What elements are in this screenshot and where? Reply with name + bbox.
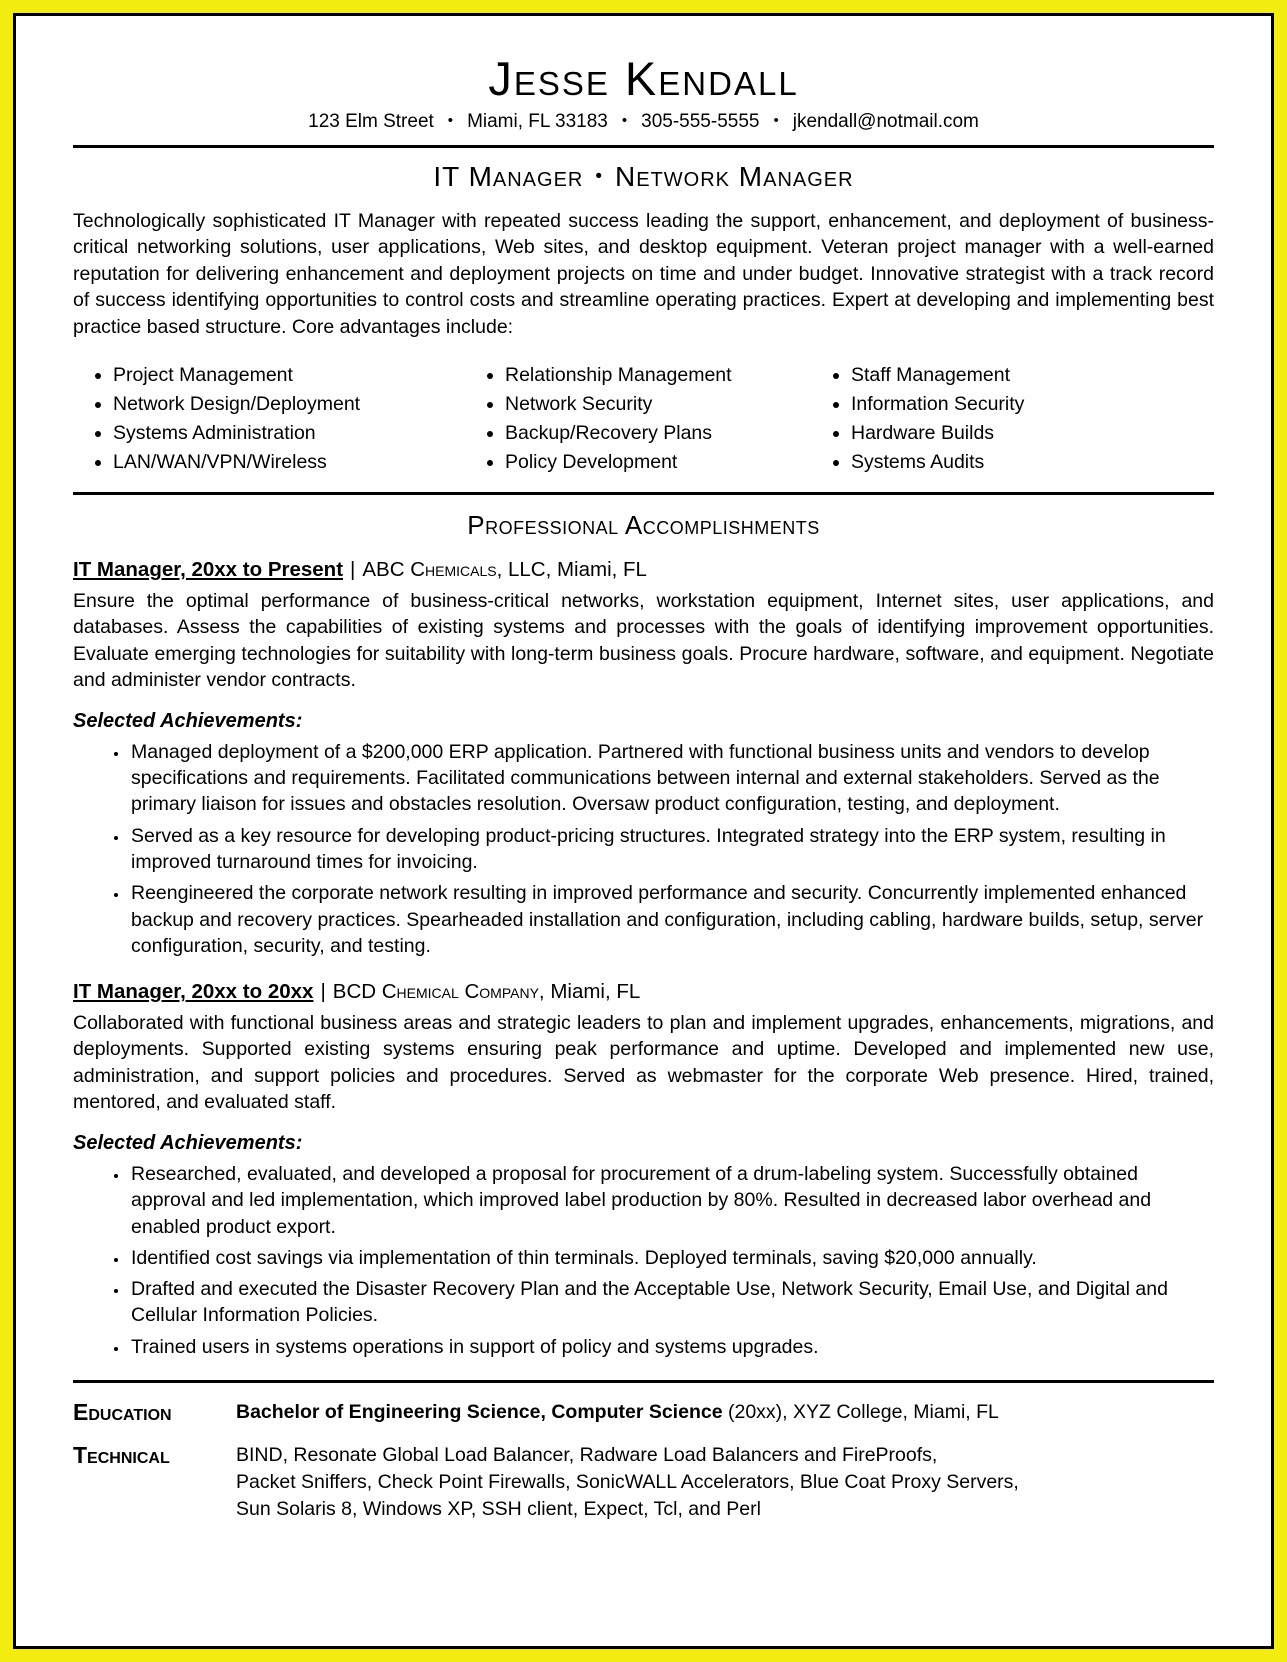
technical-label: Technical [73, 1442, 170, 1469]
skill-item: • Information Security [851, 390, 1214, 419]
education-degree: Bachelor of Engineering Science, Computer Science [236, 1401, 723, 1424]
job-title: IT Manager, 20xx to 20xx [73, 980, 314, 1004]
job-description: Ensure the optimal performance of business-critical networks, workstation equipment, Internet sites, user applications, and databases. Assess the capabilities of existing systems and processes with the goals of identifying improvement opportunities. Evaluate emerging technologies for suitability with long-term business goals. Procure hardware, software, and equipment. Negotiate and administer vendor contracts. [73, 589, 1214, 692]
resume-page [13, 13, 1274, 1649]
skill-item: • Network Security [505, 390, 817, 419]
achievement-item: • Managed deployment of a $200,000 ERP application. Partnered with functional business units and vendors to develop specifications and requirements. Facilitated communications between internal and external stakeholders. Served as the primary liaison for issues and obstacles resolution. Oversaw product configuration, testing, and deployment. [129, 739, 1214, 818]
achievement-item: • Identified cost savings via implementation of thin terminals. Deployed terminals, saving $20,000 annually. [129, 1245, 1214, 1271]
contact-line [73, 111, 1214, 133]
skill-item: • Network Design/Deployment [113, 390, 471, 419]
header-divider [73, 145, 1214, 148]
skill-item: • Policy Development [505, 448, 817, 477]
company-name: BCD Chemical Company [332, 980, 539, 1004]
achievement-item: • Served as a key resource for developing product-pricing structures. Integrated strategy into the ERP system, resulting in improved turnaround times for invoicing. [129, 823, 1214, 876]
company-name: ABC Chemicals, LLC [362, 558, 546, 582]
resume-title [73, 160, 1214, 194]
resume-header [73, 54, 1214, 133]
job-title: IT Manager, 20xx to Present [73, 558, 344, 582]
education-details: (20xx), XYZ College, Miami, FL [722, 1401, 999, 1424]
footer-section [73, 1399, 1214, 1523]
technical-line: Packet Sniffers, Check Point Firewalls, SonicWALL Accelerators, Blue Coat Proxy Servers, [236, 1470, 1019, 1493]
company-location: , Miami, FL [545, 558, 647, 582]
contact-separator: • [773, 112, 779, 130]
title-separator: • [595, 166, 604, 188]
skills-column-3 [817, 361, 1214, 478]
skills-column-1 [79, 361, 471, 478]
technical-line: BIND, Resonate Global Load Balancer, Radware Load Balancers and FireProofs, [236, 1444, 938, 1467]
contact-separator: • [447, 112, 454, 130]
achievements-label: Selected Achievements: [73, 1131, 303, 1154]
achievement-item: • Trained users in systems operations in support of policy and systems upgrades. [129, 1334, 1214, 1360]
achievements-list [73, 1161, 1214, 1360]
contact-phone: 305-555-5555 [641, 111, 760, 133]
technical-line: Sun Solaris 8, Windows XP, SSH client, Expect, Tcl, and Perl [236, 1497, 761, 1520]
job-heading [73, 557, 1214, 584]
achievements-label: Selected Achievements: [73, 709, 303, 732]
skill-item: • Project Management [113, 361, 471, 390]
skills-column-2 [471, 361, 817, 478]
skill-item: • Relationship Management [505, 361, 817, 390]
achievements-list [73, 739, 1214, 960]
accomplishments-heading: Professional Accomplishments [467, 509, 820, 540]
job-description: Collaborated with functional business areas and strategic leaders to plan and implement upgrades, enhancements, migrations, and deployments. Supported existing systems ensuring peak performance and uptime. Developed and implemented new use, administration, and support policies and procedures. Served as webmaster for the corporate Web presence. Hired, trained, mentored, and evaluated staff. [73, 1011, 1214, 1114]
skill-item: • Systems Administration [113, 419, 471, 448]
skill-item: • LAN/WAN/VPN/Wireless [113, 448, 471, 477]
contact-city: Miami, FL 33183 [467, 111, 608, 133]
skill-item: • Systems Audits [851, 448, 1214, 477]
footer-divider [73, 1380, 1214, 1383]
job-entry-bcd-chemical [73, 979, 1214, 1360]
job-heading [73, 979, 1214, 1006]
skill-item: • Staff Management [851, 361, 1214, 390]
company-location: , Miami, FL [538, 980, 641, 1004]
job-entry-abc-chemicals [73, 557, 1214, 959]
skill-item: • Backup/Recovery Plans [505, 419, 817, 448]
achievement-item: • Drafted and executed the Disaster Recovery Plan and the Acceptable Use, Network Security, Email Use, and Digital and Cellular Information Policies. [129, 1276, 1214, 1329]
section-divider [73, 492, 1214, 495]
core-advantages-list [73, 361, 1214, 478]
contact-separator: • [621, 112, 628, 130]
education-label: Education [73, 1399, 172, 1426]
resume-title-left: IT Manager [433, 161, 584, 193]
summary-paragraph: Technologically sophisticated IT Manager with repeated success leading the support, enhancement, and deployment of business-critical networking solutions, user applications, Web sites, and desktop equipment. Veteran project manager with a well-earned reputation for delivering enhancement and deployment projects on time and under budget. Innovative strategist with a track record of success identifying opportunities to control costs and streamline operating practices. Expert at developing and implementing best practice based structure. Core advantages include: [73, 209, 1214, 338]
resume-title-right: Network Manager [615, 161, 854, 193]
technical-value [236, 1442, 1214, 1523]
contact-email: jkendall@notmail.com [792, 111, 979, 133]
candidate-name: Jesse Kendall [488, 52, 799, 105]
contact-address: 123 Elm Street [308, 111, 434, 133]
job-heading-separator: | [350, 558, 356, 582]
education-value [236, 1399, 1214, 1426]
job-heading-separator: | [320, 980, 326, 1004]
achievement-item: • Researched, evaluated, and developed a proposal for procurement of a drum-labeling system. Successfully obtained approval and led implementation, which improved label production by 80%. Resulted in decreased labor overhead and enabled product export. [129, 1161, 1214, 1240]
skill-item: • Hardware Builds [851, 419, 1214, 448]
achievement-item: • Reengineered the corporate network resulting in improved performance and security. Concurrently implemented enhanced backup and recovery practices. Spearheaded installation and configuration, including cabling, hardware builds, setup, server configuration, security, and testing. [129, 880, 1214, 959]
